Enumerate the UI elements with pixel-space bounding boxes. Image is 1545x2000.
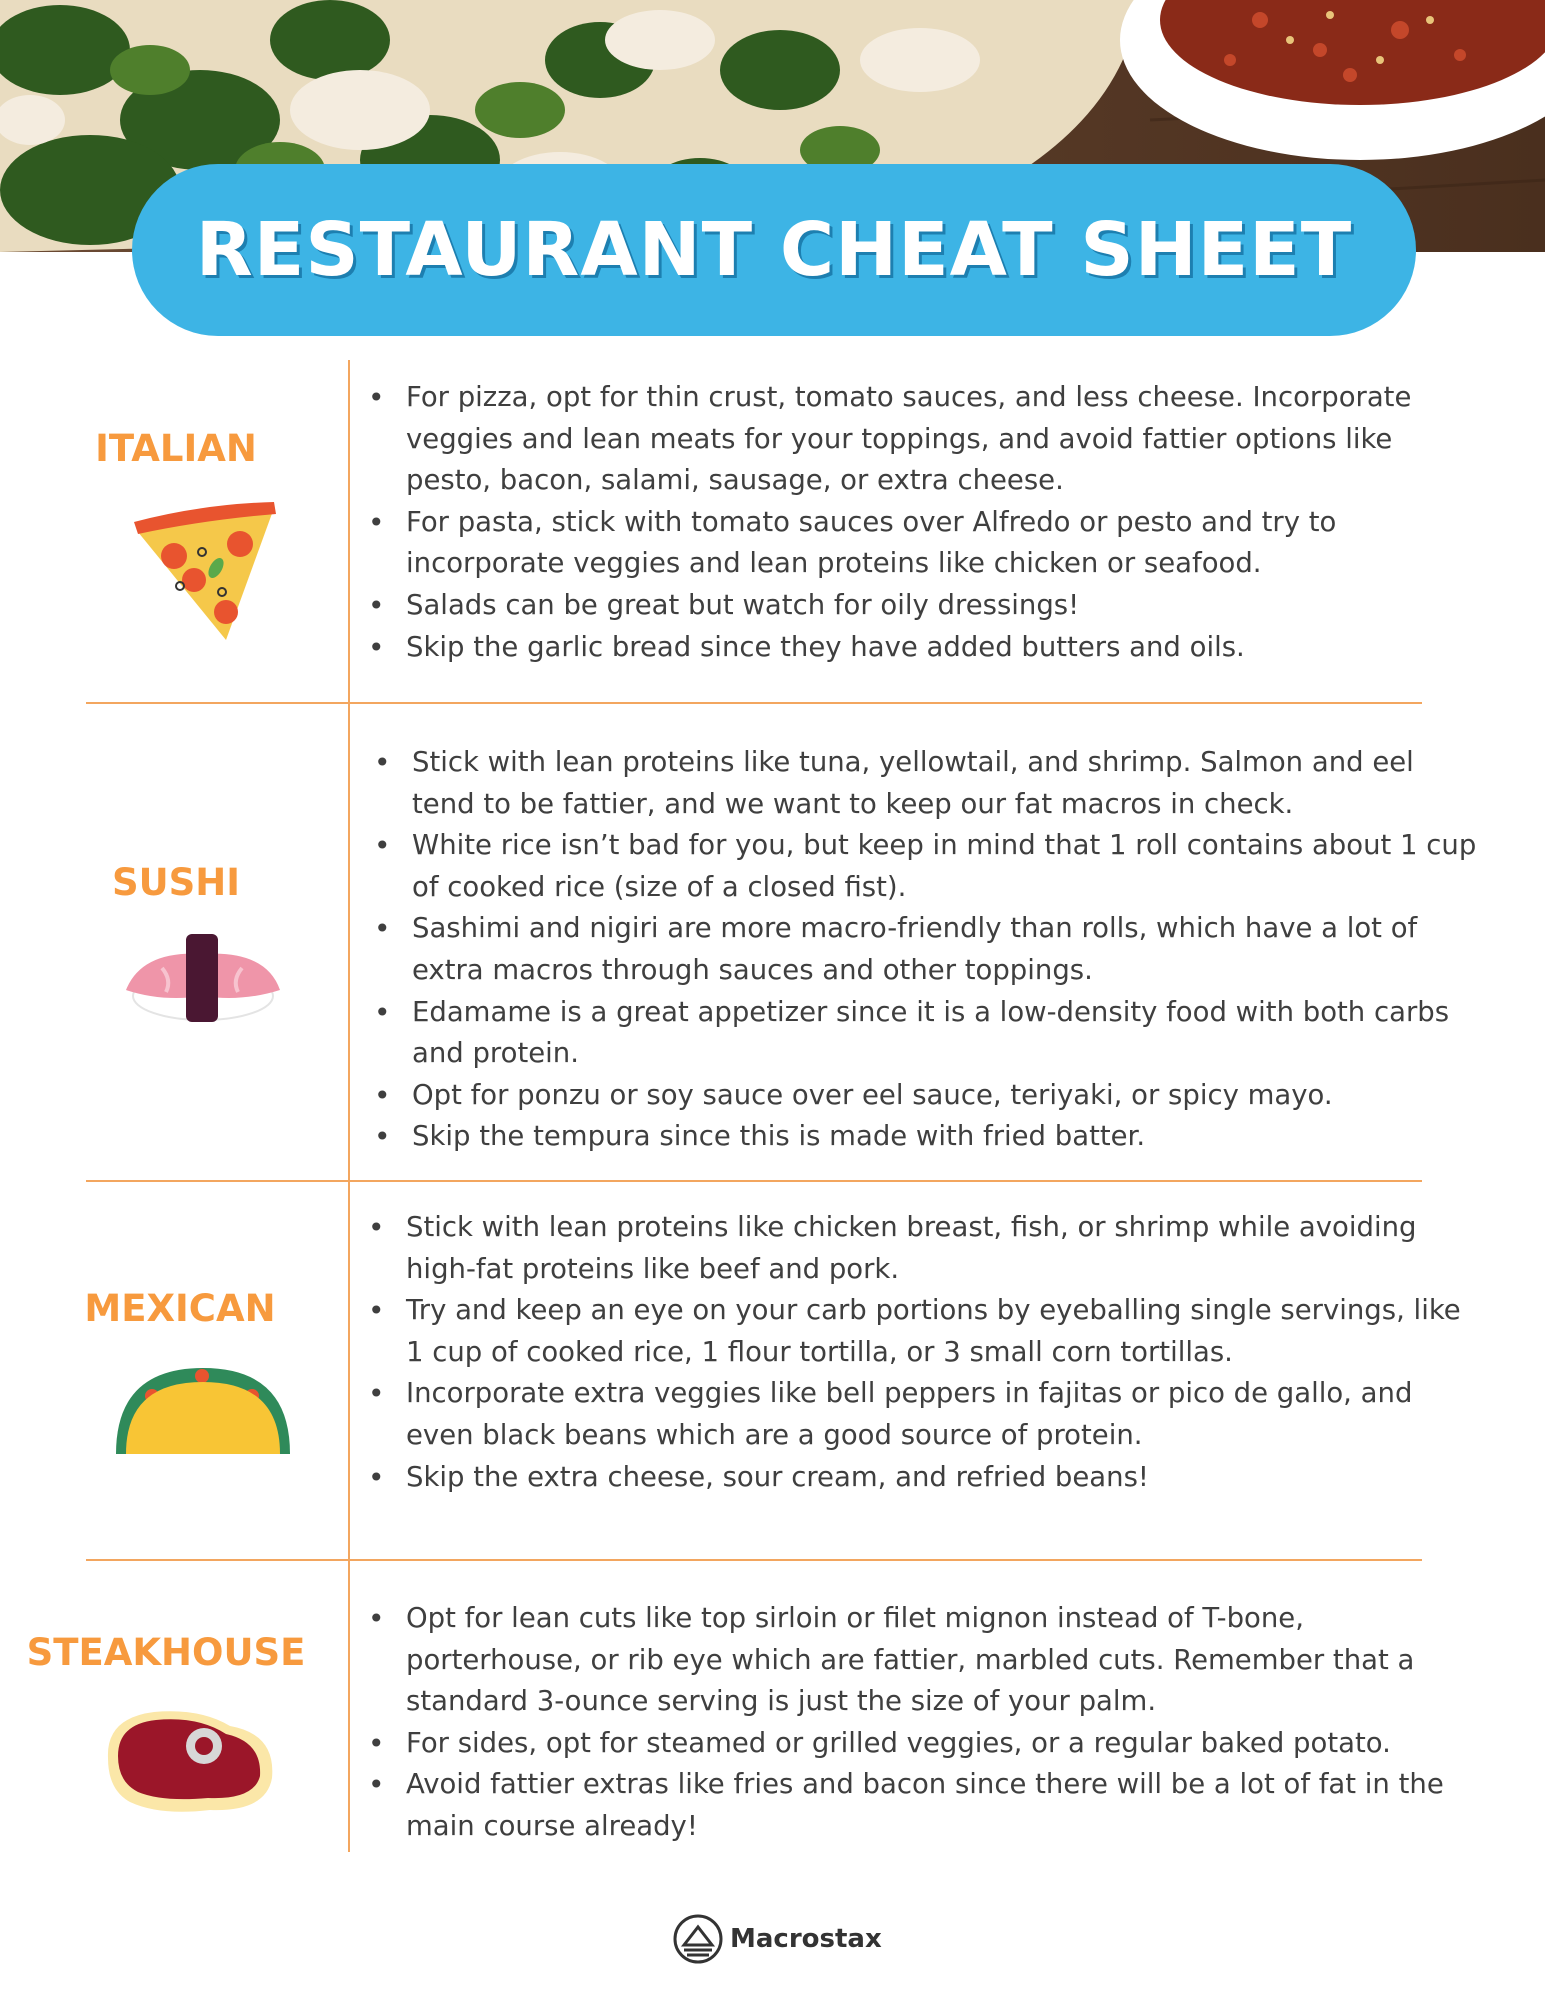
tips-list (368, 1598, 1478, 1848)
category-label: SUSHI (111, 861, 241, 904)
tips-list (368, 1207, 1478, 1498)
list-item: • Skip the extra cheese, sour cream, and refried beans! (368, 1457, 1478, 1499)
list-item: • For sides, opt for steamed or grilled veggies, or a regular baked potato. (368, 1723, 1478, 1765)
list-item: • White rice isn’t bad for you, but keep in mind that 1 roll contains about 1 cup of cooked rice (size of a closed fist). (374, 825, 1484, 908)
list-item: • For pizza, opt for thin crust, tomato sauces, and less cheese. Incorporate veggies and lean meats for your toppings, and avoid fattier options like pesto, bacon, salami, sausage, or extra cheese. (368, 377, 1478, 502)
taco-icon (112, 1362, 294, 1458)
pizza-slice-icon (132, 500, 280, 645)
category-label: STEAKHOUSE (26, 1631, 306, 1674)
list-item: • Try and keep an eye on your carb portions by eyeballing single servings, like 1 cup of cooked rice, 1 flour tortilla, or 3 small corn tortillas. (368, 1290, 1478, 1373)
row-divider (86, 702, 1422, 704)
category-label: MEXICAN (84, 1287, 276, 1330)
category-label: ITALIAN (95, 427, 257, 470)
list-item: • Stick with lean proteins like chicken breast, fish, or shrimp while avoiding high-fat proteins like beef and pork. (368, 1207, 1478, 1290)
brand-name: Macrostax (730, 1924, 882, 1954)
list-item: • Salads can be great but watch for oily dressings! (368, 585, 1478, 627)
footer-logo (672, 1913, 882, 1965)
list-item: • Stick with lean proteins like tuna, yellowtail, and shrimp. Salmon and eel tend to be fattier, and we want to keep our fat macros in check. (374, 742, 1484, 825)
list-item: • Sashimi and nigiri are more macro-friendly than rolls, which have a lot of extra macros through sauces and other toppings. (374, 908, 1484, 991)
row-divider (86, 1559, 1422, 1561)
list-item: • For pasta, stick with tomato sauces over Alfredo or pesto and try to incorporate veggies and lean proteins like chicken or seafood. (368, 502, 1478, 585)
list-item: • Edamame is a great appetizer since it is a low-density food with both carbs and protein. (374, 992, 1484, 1075)
steak-icon (100, 1704, 280, 1816)
page-title: RESTAURANT CHEAT SHEET (195, 207, 1353, 293)
row-divider (86, 1180, 1422, 1182)
list-item: • Avoid fattier extras like fries and bacon since there will be a lot of fat in the main course already! (368, 1764, 1478, 1847)
list-item: • Skip the tempura since this is made with fried batter. (374, 1116, 1484, 1158)
column-divider (348, 360, 350, 1852)
list-item: • Incorporate extra veggies like bell peppers in fajitas or pico de gallo, and even black beans which are a good source of protein. (368, 1373, 1478, 1456)
macrostax-logo-icon (672, 1913, 724, 1965)
tips-list (374, 742, 1484, 1158)
list-item: • Skip the garlic bread since they have added butters and oils. (368, 627, 1478, 669)
list-item: • Opt for ponzu or soy sauce over eel sauce, teriyaki, or spicy mayo. (374, 1075, 1484, 1117)
title-banner (132, 164, 1416, 336)
tips-list (368, 377, 1478, 668)
nigiri-icon (122, 932, 284, 1024)
list-item: • Opt for lean cuts like top sirloin or filet mignon instead of T-bone, porterhouse, or rib eye which are fattier, marbled cuts. Remember that a standard 3-ounce serving is just the size of your palm. (368, 1598, 1478, 1723)
